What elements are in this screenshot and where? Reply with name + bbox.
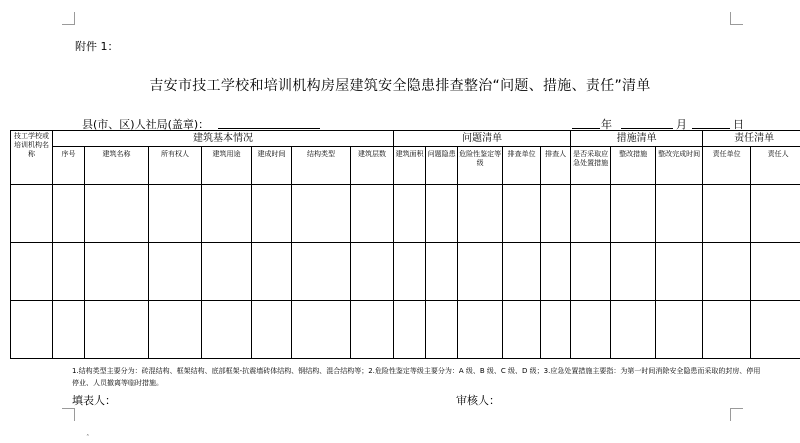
- page-title: 吉安市技工学校和培训机构房屋建筑安全隐患排查整治“问题、措施、责任”清单: [149, 78, 651, 94]
- table-cell[interactable]: [351, 185, 394, 243]
- year-label: 年: [601, 118, 612, 131]
- year-field[interactable]: [572, 128, 600, 129]
- table-cell[interactable]: [426, 185, 458, 243]
- table-cell[interactable]: [703, 301, 751, 359]
- row-header-school-name: 技工学校或培训机构名称: [11, 131, 53, 185]
- page-corner-mark: [730, 12, 743, 25]
- group-measure-list: 措施清单: [571, 131, 703, 147]
- col-owner: 所有权人: [149, 147, 202, 185]
- group-responsibility-list: 责任清单: [703, 131, 800, 147]
- table-cell[interactable]: [656, 301, 703, 359]
- month-label: 月: [676, 118, 687, 131]
- table-cell[interactable]: [202, 301, 252, 359]
- table-cell[interactable]: [541, 185, 571, 243]
- group-problem-list: 问题清单: [394, 131, 571, 147]
- table-cell[interactable]: [703, 185, 751, 243]
- table-cell[interactable]: [751, 185, 800, 243]
- month-field[interactable]: [621, 128, 673, 129]
- table-cell[interactable]: [85, 301, 149, 359]
- attachment-label: 附件 1：: [75, 40, 119, 53]
- checklist-table: [10, 130, 800, 359]
- table-cell[interactable]: [571, 301, 611, 359]
- table-cell[interactable]: [656, 243, 703, 301]
- day-field[interactable]: [692, 128, 730, 129]
- col-built-time: 建成时间: [252, 147, 292, 185]
- table-cell[interactable]: [394, 301, 426, 359]
- table-cell[interactable]: [571, 243, 611, 301]
- cursor-mark: ˆ: [86, 434, 90, 442]
- table-cell[interactable]: [292, 243, 351, 301]
- table-cell[interactable]: [202, 185, 252, 243]
- table-cell[interactable]: [503, 301, 541, 359]
- table-cell[interactable]: [703, 243, 751, 301]
- col-danger-grade: 危险性鉴定等级: [458, 147, 503, 185]
- group-building-info: 建筑基本情况: [53, 131, 394, 147]
- county-bureau-field[interactable]: [218, 128, 320, 129]
- table-cell[interactable]: [292, 301, 351, 359]
- table-cell[interactable]: [458, 301, 503, 359]
- col-hazard: 问题隐患: [426, 147, 458, 185]
- table-cell[interactable]: [458, 243, 503, 301]
- col-building-area: 建筑面积: [394, 147, 426, 185]
- table-cell[interactable]: [394, 185, 426, 243]
- table-cell[interactable]: [149, 185, 202, 243]
- table-cell[interactable]: [541, 301, 571, 359]
- col-rectification-measures: 整改措施: [611, 147, 656, 185]
- table-cell[interactable]: [751, 301, 800, 359]
- col-responsible-person: 责任人: [751, 147, 800, 185]
- table-cell[interactable]: [85, 243, 149, 301]
- county-bureau-label: 县(市、区)人社局(盖章)：: [82, 118, 210, 131]
- table-cell[interactable]: [252, 301, 292, 359]
- table-cell[interactable]: [252, 185, 292, 243]
- table-cell[interactable]: [394, 243, 426, 301]
- col-serial-number: 序号: [53, 147, 85, 185]
- table-cell[interactable]: [11, 243, 53, 301]
- table-cell[interactable]: [292, 185, 351, 243]
- page-corner-mark: [62, 408, 75, 421]
- table-row: [11, 301, 800, 359]
- table-cell[interactable]: [11, 185, 53, 243]
- table-cell[interactable]: [351, 301, 394, 359]
- table-cell[interactable]: [351, 243, 394, 301]
- table-row: [11, 243, 800, 301]
- table-cell[interactable]: [53, 301, 85, 359]
- table-cell[interactable]: [458, 185, 503, 243]
- table-cell[interactable]: [149, 243, 202, 301]
- reviewer-label: 审核人：: [456, 394, 500, 407]
- table-cell[interactable]: [202, 243, 252, 301]
- table-cell[interactable]: [426, 301, 458, 359]
- table-cell[interactable]: [426, 243, 458, 301]
- col-inspector: 排查人: [541, 147, 571, 185]
- table-cell[interactable]: [53, 185, 85, 243]
- table-cell[interactable]: [503, 185, 541, 243]
- col-structure-type: 结构类型: [292, 147, 351, 185]
- table-cell[interactable]: [503, 243, 541, 301]
- table-cell[interactable]: [252, 243, 292, 301]
- table-cell[interactable]: [611, 243, 656, 301]
- table-cell[interactable]: [656, 185, 703, 243]
- day-label: 日: [733, 118, 744, 131]
- col-inspection-unit: 排查单位: [503, 147, 541, 185]
- table-cell[interactable]: [149, 301, 202, 359]
- table-cell[interactable]: [541, 243, 571, 301]
- table-notes: 1.结构类型主要分为：砖混结构、框架结构、底部框架-抗震墙砖体结构、钢结构、混合结构等；2.危险性鉴定等级主要分为：A 级、B 级、C 级、D 级；3.应急处置措施主要指：为第一时间消除安全隐患而采取的封房、停用停业、人员撤离等临时措施。: [72, 367, 761, 387]
- col-building-use: 建筑用途: [202, 147, 252, 185]
- table-cell[interactable]: [611, 301, 656, 359]
- col-emergency-measures: 是否采取应急处置措施: [571, 147, 611, 185]
- table-cell[interactable]: [611, 185, 656, 243]
- page-corner-mark: [730, 408, 743, 421]
- col-rectification-deadline: 整改完成时间: [656, 147, 703, 185]
- col-responsible-unit: 责任单位: [703, 147, 751, 185]
- table-cell[interactable]: [751, 243, 800, 301]
- table-cell[interactable]: [53, 243, 85, 301]
- page-corner-mark: [62, 12, 75, 25]
- table-row: [11, 185, 800, 243]
- filler-label: 填表人：: [72, 394, 116, 407]
- table-cell[interactable]: [11, 301, 53, 359]
- col-floors: 建筑层数: [351, 147, 394, 185]
- col-building-name: 建筑名称: [85, 147, 149, 185]
- table-cell[interactable]: [571, 185, 611, 243]
- table-cell[interactable]: [85, 185, 149, 243]
